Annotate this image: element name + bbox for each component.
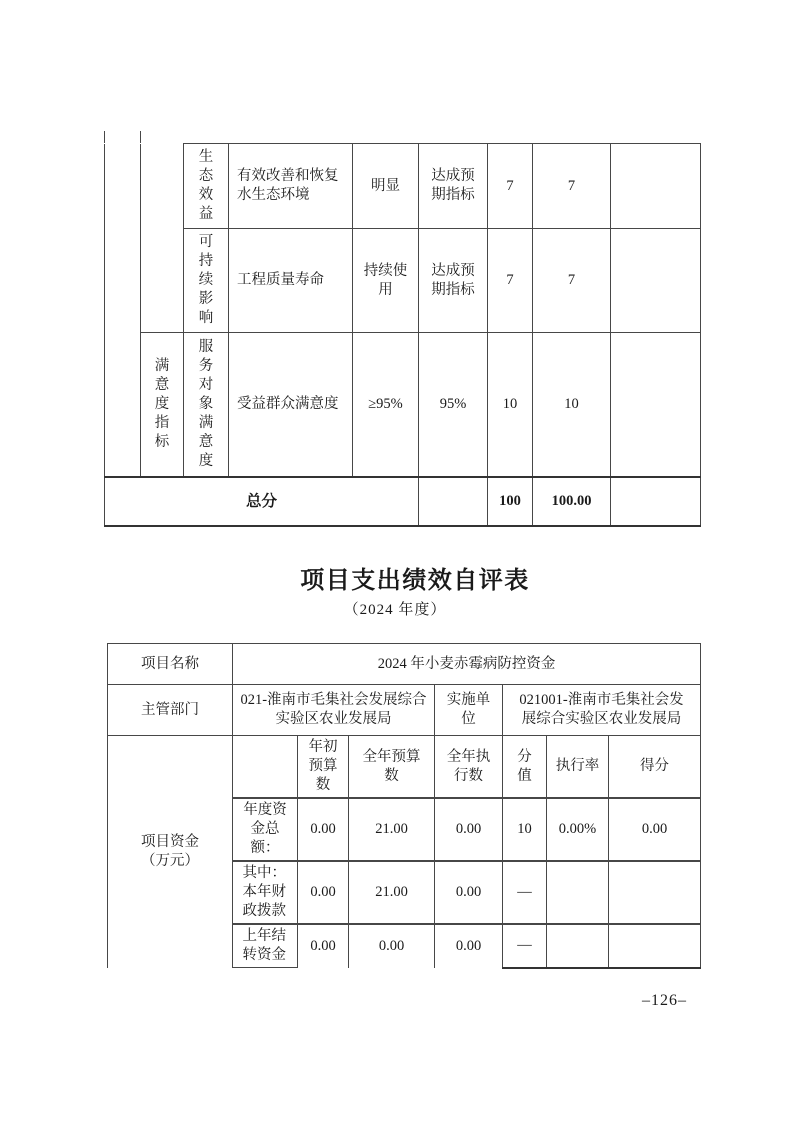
- cell-initial-budget: 0.00: [298, 798, 349, 861]
- header-text: 分值: [517, 748, 532, 784]
- cell-exec-rate: 0.00%: [547, 798, 609, 861]
- cell-indicator: 工程质量寿命: [229, 229, 353, 333]
- cell-points: 10: [503, 798, 547, 861]
- table-row: [105, 229, 701, 333]
- table-row: [108, 685, 701, 736]
- header-exec-rate: 执行率: [547, 736, 609, 799]
- cell-completion: [419, 229, 488, 333]
- header-row: [108, 736, 701, 799]
- cell-score: [609, 861, 701, 924]
- fund-row-label-text: 上年结转资金: [242, 928, 287, 963]
- category-label: 可持续影响: [198, 234, 214, 326]
- cell-points: —: [503, 924, 547, 968]
- cell-annual-budget: 21.00: [349, 798, 435, 861]
- total-completion: [419, 477, 488, 526]
- cell-points: 10: [488, 333, 533, 477]
- cell-category: [184, 229, 229, 333]
- cell-note: [611, 144, 701, 229]
- total-note: [611, 477, 701, 526]
- table-edge-stub: [434, 959, 435, 966]
- cell-score: [609, 924, 701, 968]
- target-text: 持续使用: [363, 262, 408, 298]
- cell-indicator: 有效改善和恢复水生态环境: [229, 144, 353, 229]
- cell-points: 7: [488, 144, 533, 229]
- fund-row-label: [233, 861, 298, 924]
- impl-unit-value: [503, 685, 701, 736]
- completion-text: 达成预期指标: [431, 262, 475, 298]
- completion-text: 达成预期指标: [431, 168, 475, 203]
- fund-row-label: [233, 798, 298, 861]
- header-annual-budget: [349, 736, 435, 799]
- cell-initial-budget: 0.00: [298, 861, 349, 924]
- total-row: [105, 477, 701, 526]
- cell-category: [184, 333, 229, 477]
- cell-target: ≥95%: [353, 333, 419, 477]
- self-evaluation-table: [107, 643, 701, 969]
- cell-annual-exec: 0.00: [435, 861, 503, 924]
- category-label: 服务对象满意度: [198, 338, 214, 469]
- header-points: [503, 736, 547, 799]
- total-points: 100: [488, 477, 533, 526]
- cell-score: 7: [533, 144, 611, 229]
- cell-score: 7: [533, 229, 611, 333]
- cell-note: [611, 229, 701, 333]
- cell-score: 0.00: [609, 798, 701, 861]
- project-name-value: 2024 年小麦赤霉病防控资金: [233, 644, 701, 685]
- cell-category: [184, 144, 229, 229]
- dept-label: 主管部门: [108, 685, 233, 736]
- cell-group-empty: [141, 144, 184, 333]
- cell-annual-budget: 0.00: [349, 924, 435, 968]
- page-subtitle: （2024 年度）: [343, 602, 447, 618]
- header-score: 得分: [609, 736, 701, 799]
- fund-row-label: [233, 924, 298, 968]
- table-edge-stub: [502, 959, 503, 966]
- page-title: 项目支出绩效自评表: [300, 568, 530, 594]
- header-annual-exec: [435, 736, 503, 799]
- header-text: 全年预算数: [362, 748, 421, 784]
- impl-unit-label: [435, 685, 503, 736]
- cell-exec-rate: [547, 924, 609, 968]
- cell-level1-empty: [105, 144, 141, 477]
- performance-table: [104, 143, 701, 527]
- cell-annual-exec: 0.00: [435, 798, 503, 861]
- total-score: 100.00: [533, 477, 611, 526]
- cell-score: 10: [533, 333, 611, 477]
- fund-row-label-text: 其中：本年财政拨款: [242, 865, 287, 919]
- table-edge-stub: [140, 131, 141, 143]
- table-edge-stub: [297, 959, 298, 966]
- cell-target: [353, 229, 419, 333]
- project-name-label: 项目名称: [108, 644, 233, 685]
- table-edge-stub: [104, 131, 105, 143]
- table-row: [105, 333, 701, 477]
- cell-indicator: 受益群众满意度: [229, 333, 353, 477]
- header-text: 全年执行数: [446, 748, 491, 784]
- cell-completion: [419, 144, 488, 229]
- table-row: [108, 644, 701, 685]
- impl-unit-text: 021001-淮南市毛集社会发展综合实验区农业发展局: [519, 692, 684, 727]
- page-number: –126–: [642, 992, 687, 1009]
- cell-target: 明显: [353, 144, 419, 229]
- funds-label: [108, 736, 233, 968]
- table-edge-stub: [348, 959, 349, 966]
- funds-label-text: 项目资金（万元）: [141, 833, 199, 869]
- total-label: 总分: [105, 477, 419, 526]
- group-label: 满意度指标: [154, 357, 170, 450]
- cell-completion: 95%: [419, 333, 488, 477]
- header-text: 年初预算数: [308, 739, 338, 793]
- cell-initial-budget: 0.00: [298, 924, 349, 968]
- cell-group: [141, 333, 184, 477]
- header-rowlabel-empty: [233, 736, 298, 799]
- cell-annual-exec: 0.00: [435, 924, 503, 968]
- dept-value: [233, 685, 435, 736]
- header-initial-budget: [298, 736, 349, 799]
- cell-points: 7: [488, 229, 533, 333]
- cell-annual-budget: 21.00: [349, 861, 435, 924]
- fund-row-label-text: 年度资金总额：: [243, 802, 287, 856]
- table-row: [105, 144, 701, 229]
- cell-note: [611, 333, 701, 477]
- cell-points: —: [503, 861, 547, 924]
- dept-text: 021-淮南市毛集社会发展综合实验区农业发展局: [240, 692, 427, 727]
- category-label: 生态效益: [198, 149, 214, 222]
- impl-unit-label-text: 实施单位: [446, 692, 491, 727]
- cell-exec-rate: [547, 861, 609, 924]
